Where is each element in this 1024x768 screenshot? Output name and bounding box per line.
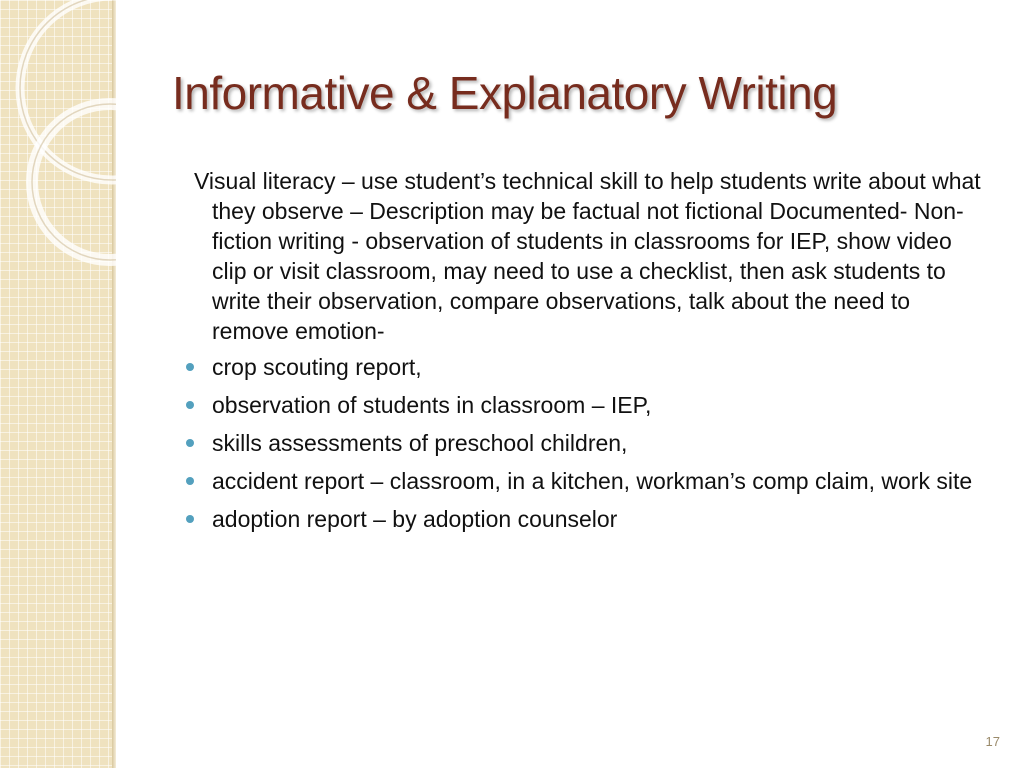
- slide-title: Informative & Explanatory Writing: [172, 67, 838, 119]
- bullet-text: accident report – classroom, in a kitchen, workman’s comp claim, work site: [212, 468, 973, 494]
- bullet-text: skills assessments of preschool children,: [212, 430, 628, 456]
- bullet-list: [184, 352, 984, 534]
- slide-body: [184, 166, 984, 542]
- bullet-dot-icon: [186, 477, 194, 485]
- bullet-dot-icon: [186, 515, 194, 523]
- bullet-dot-icon: [186, 401, 194, 409]
- list-item: [184, 352, 984, 382]
- decorative-rings-graphic: [0, 0, 116, 300]
- bullet-text: crop scouting report,: [212, 354, 422, 380]
- bullet-dot-icon: [186, 439, 194, 447]
- page-number: 17: [985, 734, 1000, 749]
- list-item: [184, 428, 984, 458]
- bullet-text: adoption report – by adoption counselor: [212, 506, 618, 532]
- list-item: [184, 504, 984, 534]
- list-item: [184, 390, 984, 420]
- list-item: [184, 466, 984, 496]
- bullet-text: observation of students in classroom – IEP,: [212, 392, 652, 418]
- bullet-dot-icon: [186, 363, 194, 371]
- intro-paragraph: Visual literacy – use student’s technical skill to help students write about what they observe – Description may be factual not fictional Documented- Non-fiction writing - observation of students in classrooms for IEP, show video clip or visit classroom, may need to use a checklist, then ask students to write their observation, compare observations, talk about the need to remove emotion-: [194, 168, 981, 344]
